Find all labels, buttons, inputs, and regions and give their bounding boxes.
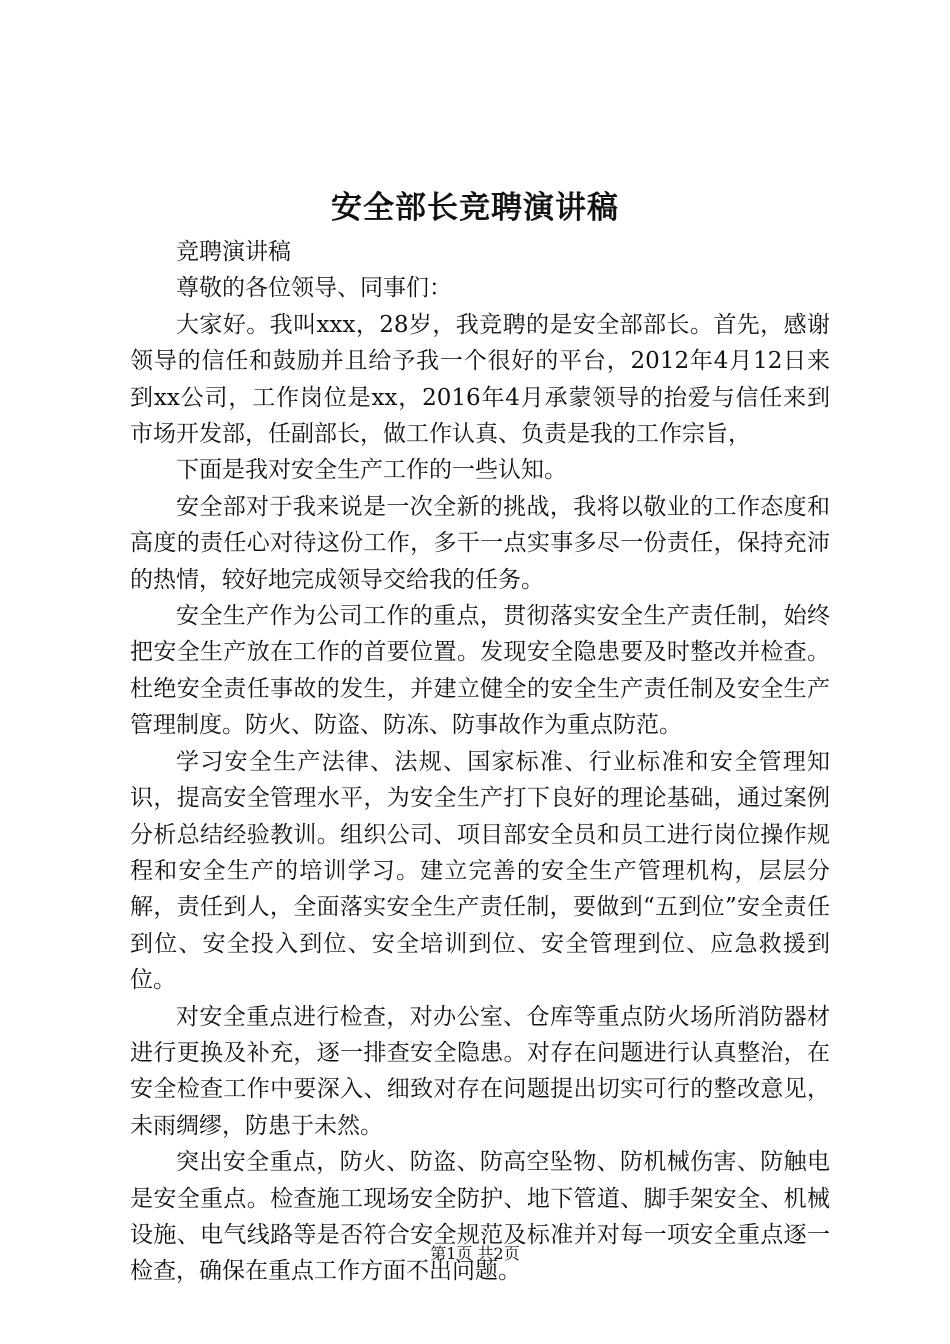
document-body <box>130 234 830 1290</box>
page-footer: 第1页 共2页 <box>430 1244 520 1263</box>
paragraph: 下面是我对安全生产工作的一些认知。 <box>176 457 567 484</box>
paragraph: 大家好。我叫xxx，28岁，我竞聘的是安全部部长。首先，感谢领导的信任和鼓励并且给予我一个很好的平台，2012年4月12日来到xx公司，工作岗位是xx，2016年4月承蒙领导的抬爱与信任来到市场开发部，任副部长，做工作认真、负责是我的工作宗旨， <box>130 311 830 448</box>
paragraph: 突出安全重点，防火、防盗、防高空坠物、防机械伤害、防触电是安全重点。检查施工现场安全防护、地下管道、脚手架安全、机械设施、电气线路等是否符合安全规范及标准并对每一项安全重点逐一检查，确保在重点工作方面不出问题。 <box>130 1149 830 1285</box>
paragraph: 安全生产作为公司工作的重点，贯彻落实安全生产责任制，始终把安全生产放在工作的首要位置。发现安全隐患要及时整改并检查。杜绝安全责任事故的发生，并建立健全的安全生产责任制及安全生产管理制度。防火、防盗、防冻、防事故作为重点防范。 <box>130 603 830 739</box>
paragraph: 竞聘演讲稿 <box>176 239 291 265</box>
paragraph: 尊敬的各位领导、同事们： <box>176 275 452 302</box>
paragraph: 对安全重点进行检查，对办公室、仓库等重点防火场所消防器材进行更换及补充，逐一排查安全隐患。对存在问题进行认真整治，在安全检查工作中要深入、细致对存在问题提出切实可行的整改意见，未雨绸缪，防患于未然。 <box>130 1003 830 1139</box>
paragraph: 安全部对于我来说是一次全新的挑战，我将以敬业的工作态度和高度的责任心对待这份工作，多干一点实事多尽一份责任，保持充沛的热情，较好地完成领导交给我的任务。 <box>130 493 830 593</box>
document-title: 安全部长竞聘演讲稿 <box>331 190 619 226</box>
paragraph: 学习安全生产法律、法规、国家标准、行业标准和安全管理知识，提高安全管理水平，为安全生产打下良好的理论基础，通过案例分析总结经验教训。组织公司、项目部安全员和员工进行岗位操作规程和安全生产的培训学习。建立完善的安全生产管理机构，层层分解，责任到人，全面落实安全生产责任制，要做到“五到位”安全责任到位、安全投入到位、安全培训到位、安全管理到位、应急救援到位。 <box>130 748 830 994</box>
